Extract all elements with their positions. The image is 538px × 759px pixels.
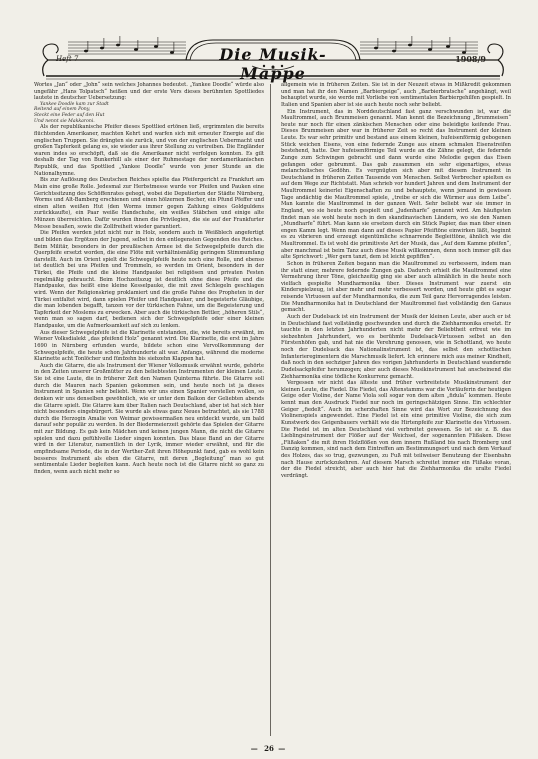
paragraph: Schon in früheren Zeiten begann man die Maultrommel zu verbessern, indem man ihr statt einer, mehrere federnde Zungen gab. Dadurch erhielt die Maultrommel eine Vermehrung ihrer Töne, gleichzeitig ging sie aber auch allmählich in die heute noch vielfach gespielte Mundharmonika über. Dieses Instrument war zuerst ein Kinderspielzeug, ist aber mehr und mehr verbessert worden, und heute gibt es sogar reisende Virtuosen auf der Mundharmonika, die zum Teil ganz Hervorragendes leisten. Die Mundharmonika hat in Deutschland der Maultrommel fast vollständig den Garaus gemacht.: [281, 260, 511, 314]
issue-number: Heft 7: [56, 55, 79, 63]
paragraph: Auch die Gitarre, die als Instrument der Wiener Volksmusik erwähnt wurde, gehörte in den Zeiten unserer Großmütter zu den beliebtesten Instrumenten der kleinen Leute. Sie ist eine Laute, die in früherer Zeit den Namen Quinterna führte. Die Gitarre soll durch die Mauren nach Spanien gekommen sein, und heute noch ist ja dieses Instrument in Spanien sehr beliebt. Wenn wir uns einen Spanier vorstellen wollen, so denken wir uns denselben gewöhnlich, wie er unter dem Balkon der Geliebten abends die Gitarre spielt. Die Gitarre kam über Italien nach Deutschland, aber ist hat sich hier nicht besonders eingebürgert. Sie wurde als etwas ganz Neues betrachtet, als sie 1788 durch die Herzogin Amalie von Weimar gewissermaßen neu entdeckt wurde, um bald darauf sehr populär zu werden. In der Biedermeierzeit gehörte das Spielen der Gitarre mit zur Bildung. Es gab kein Mädchen und keinen jungen Mann, die nicht die Gitarre spielen und dazu gefühlvolle Lieder singen konnten. Das blaue Band an der Gitarre wird in der Literatur, namentlich in der Lyrik, immer wieder erwähnt, und für die empfindsame Periode, die in der Werther-Zeit ihren Höhepunkt fand, gab es wohl kein besseres Instrument als eben die Gitarre, mit deren „Begleitung“ man so gut sentimentale Lieder begleiten kann. Auch heute noch ist die Gitarre nicht so ganz zu finden, wenn auch nicht mehr so: [34, 362, 264, 475]
volume-year: 1908/9: [455, 54, 486, 64]
magazine-title: Die Musik-Mappe: [219, 45, 327, 83]
paragraph: Vergessen wir nicht das älteste und früher verbreitetste Musikinstrument der kleinen Leute, die Fiedel. Die Fiedel, das Altenstamms war die Vorläuferin der heutigen Geige oder Violine, der Name Viola soll sogar von dem alten „fidula“ kommen. Heute kennt man den Ausdruck Fiedel nur noch im geringschätzigen Sinne. Ein schlechter Geiger „fiedelt“. Auch im scherzhaften Sinne wird das Wort zur Bezeichnung des Violinenspiels angewendet. Eine Fiedel ist ein eine primitive Violine, die sich zum Kunstwerk des Geigenbauers verhält wie die Hirtenpfeife zur Klarinette des Virtuosen. Die Fiedel ist im alten Deutschland viel verbreitet gewesen. So ist sie z. B. das Lieblingsinstrument der Flößer auf der Weichsel, der sogenannten Flißaken. Diese „Flißaken“ die mit ihren Holzflößen von dem innern Rußland bis nach Bromberg und Danzig kommen, sind nach dem Eintreffen am Bestimmungsort und nach dem Verkauf des Holzes, das so trug, gezwungen, zu Fuß mit teilweiser Benutzung der Eisenbahn nach Hause zurückzukehren. Auf diesem Marsch schreitet immer ein Flißake voran, der die Fiedel streicht, aber auch hier hat die Ziehharmonika die uralte Fiedel verdrängt.: [281, 380, 511, 479]
masthead: [38, 36, 508, 82]
paragraph: Als der republikanische Pfeifer dieses Spottlied ertönen ließ, ergrimmten die bereits flüchtenden Amerikaner, machten Kehrt und warfen sich mit erneuter Energie auf die englischen Truppen. Sie drängten sie zurück, und von der englischen Uebermacht und großen Tapferkeit gelang es, sie wieder aus ihrer Stellung zu vertreiben. Die Engländer waren indes so erschöpft, daß sie die Amerikaner nicht verfolgen konnten. Es gilt deshalb der Tag von Bunkerhill als einer der Ruhmestage der nordamerikanischen Republik, und das Spottlied „Yankee Doodle“ wurde von jener Stunde an die Nationalhymne.: [34, 124, 264, 177]
right-column: [281, 82, 511, 742]
paragraph: Bis zur Auflösung des Deutschen Reiches spielte das Pfeifergericht zu Frankfurt am Main eine große Rolle. Jedesmal zur Herbstmesse wurde vor Pfeifen und Pauken eine Gerichtssitzung des Schöffenrates gehegt, wobei die Deputierten der Städte Nürnberg, Worms und Alt-Bamberg erschienen und einen hölzernen Becher, ein Pfund Pfeffer und einen alten weißen Hut (den Worms immer gegen Zahlung eines Goldguldens zurückkaufte), ein Paar weiße Handschuhe, ein weißes Stäbchen und einige alte Münzen überreichten. Dafür wurden ihnen die Privilegien, die sie auf der Frankfurter Messe besaßen, sowie die Zollfreiheit wieder garantiert.: [34, 177, 264, 230]
page-number: 26: [264, 744, 274, 753]
left-column: [34, 82, 264, 742]
paragraph: Wortes „Jan“ oder „John“ sein welches Johannes bedeutet. „Yankee Doodle“ würde also ungefähr „Hans Tolpatsch“ heißen und der erste Vers dieses berühmten Spottliedes lautete in deutscher Uebersetzung:: [34, 82, 264, 102]
paragraph: Die Pfeifen werden jetzt nicht nur in Holz, sondern auch in Weißblech angefertigt und bilden das Ergötzen der Jugend, selbst in den entlegensten Gegenden des Reiches. Beim Militär, besonders in der preußischen Armee ist die Schwegelpfeife durch die Querpfeife ersetzt worden, die eine Flöte mit verhältnismäßig geringem Stimmumfang darstellt. Auch im Orient spielt die Schwegelpfeife heute noch eine Rolle, und ebenso ist deutlich bei uns Pfeifen und Trommeln, so werden im Orient, besonders in der Türkei, die Pfeife und die kleine Handpauke bei religiösen und privaten Festen regelmäßig gebraucht. Beim Hochzeitszug ist deutlich ohne diese Pfeife und die Handpauke, das heißt eine kleine Kesselpauke, die mit zwei Schlegeln geschlagen wird. Wenn der Religionskrieg proklamiert und die große Fahne des Propheten in der Türkei entfaltet wird, dann spielen Pfeifer und Handpauker, und begeisterte Gläubige, die man lobenden begafft, tanzen vor der türkischen Fahne, um die Begeisterung und Tapferkeit der Moslems zu erwecken. Aber auch die türkischen Bettler, „höheren Stils“, wenn man so sagen darf, bedienen sich der Schwegelpfeife oder einer kleinen Handpauke, um die Aufmerksamkeit auf sich zu lenken.: [34, 230, 264, 329]
page-footer: — 26 —: [250, 744, 288, 753]
paragraph: Auch der Dudelsack ist ein Instrument der Musik der kleinen Leute, aber auch er ist in Deutschland fast vollständig geschwunden und durch die Ziehharmonika ersetzt. Er tauchte in den letzten Jahrhunderten nicht mehr der Beliebtheit erfreut wie im siebzehnten Jahrhundert, wo es berühmte Dudelsack-Virtuosen selbst an den Fürstenhöfen gab, und hat nie die Verehrung genossen, wie in Schottland, wo heute noch der Dudelsack das Nationalinstrument ist, das selbst den schottischen Infanterieregimentern die Marschmusik liefert. Ich erinnere mich aus meiner Kindheit, daß noch in den sechziger Jahren des vorigen Jahrhunderts in Deutschland wandernde Dudelsackpfeifer herumzogen; aber auch dieses Musikinstrument hat anscheinend die Ziehharmonika eine tödliche Konkurrenz gemacht.: [281, 313, 511, 380]
column-divider: [270, 84, 271, 736]
verse-quote: Yankee Doodle kam zur Stadt Reitend auf einem Pony, Steckt eine Feder auf den Hut Und nennt sie Makkaroni.: [34, 101, 109, 124]
paragraph: Ein Instrument, das in Norddeutschland fast ganz verschwunden ist, war die Maultrommel, auch Brummeisen genannt. Man kennt die Bezeichnung „Brummeisen“ heute nur noch für einen zänkischen Menschen oder eine beleidigte keifende Frau. Dieses Brummeisen aber war in früherer Zeit so recht das Instrument der kleinen Leute. Es war sehr primitiv und bestand aus einem kleinen, hufeisenförmig gebogenen Stück weichen Eisens, von eine federnde Zunge aus einem schmalen Eisenstreifen bestehend, hatte. Der hufeisenförmige Teil wurde an die Zähne gelegt, die federnde Zunge zum Schwingen gebracht und dann wurde eine Melodie gegen das Eisen gefangen oder gebrummt. Das gab zusammen ein sehr eigenartiges, etwas melancholisches Gedöhn. Es vergnügten sich aber mit diesem Instrument in Deutschland in früheren Zeiten Tausende von Menschen. Selbst Verbrecher spielten es auf dem Wege zur Richtstatt. Man schrieb vor hundert Jahren und dem Instrument der Maultrommel keinerlei Eigenschaften zu und behauptete, wenn jemand in gewissen Tage andächtig die Maultrommel spiele, „treibe er sich die Würmer aus dem Leibe“. Man kannte die Maultrommel in der ganzen Welt. Sehr beliebt war sie immer in England, wo sie heute noch gespielt und „Judenharfe“ genannt wird. Am häufigsten findet man sie wohl heute noch in den skandinavischen Ländern, wo sie den Namen „Mundharfe“ führt. Man kann sie ersetzen durch ein Stück Papier, das man über einen engen Kamm legt. Wenn man dann auf dieses Papier Pfeiftöne einwirken läßt, beginnt es zu vibrieren und erzeugt eigentümliche schnarrende Begleittöne, ähnlich wie die Maultrommel. Es ist wohl die primitivste Art der Musik, das „Auf dem Kamme pfeifen“, aber manchmal ist beim Tanz auch diese Musik willkommen, denn noch immer gilt das alte Sprichwort: „Wer gern tanzt, dem ist leicht gepfiffen“.: [281, 108, 511, 261]
paragraph: allgemein wie in früheren Zeiten. Sie ist in der Neuzeit etwas in Mißkredit gekommen und man hat ihr den Namen „Barbiergeige“, auch „Barbierbratsche“ angehängt, weil behauptet wurde, sie werde mit Vorliebe von sentimentalen Barbiergehilfen gespielt. In Italien und Spanien aber ist sie auch heute noch sehr beliebt.: [281, 82, 511, 108]
paragraph: Aus dieser Schwegelpfeife ist die Klarinette entstanden, die, wie bereits erwähnt, im Wiener Volksdialekt „das pfeifend Holz“ genannt wird. Die Klarinette, die erst im Jahre 1690 in Nürnberg erfunden wurde, bildete schon eine Vervollkommnung der Schwegelpfeife, die heute schon Jahrhunderte alt war. Anfangs, während die moderne Klarinette acht Tonlöcher und fünfzehn bis siebzehn Klappen hat.: [34, 329, 264, 363]
